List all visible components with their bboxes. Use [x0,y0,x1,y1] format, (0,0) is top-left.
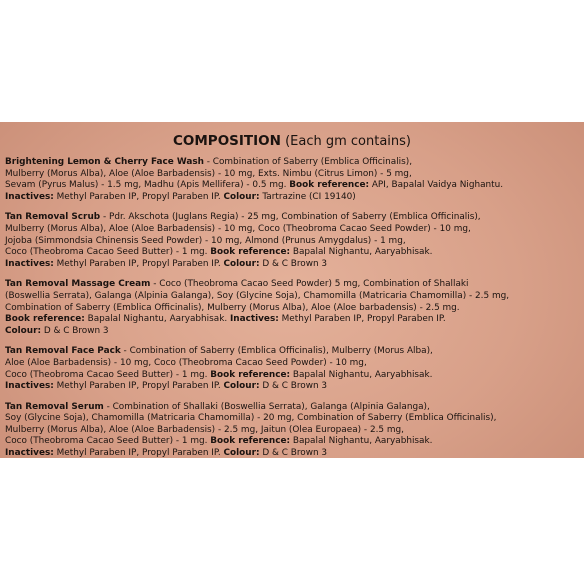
entry-line [5,314,581,326]
entry-text: Bapalal Nighantu, Aaryabhisak. [290,436,433,447]
entry-text: Bapalal Nighantu, Aaryabhisak. [290,369,433,380]
entry-text: D & C Brown 3 [259,381,328,392]
entry-text: Aloe (Aloe Barbadensis) - 10 mg, Coco (Theobroma Cacao Seed Powder) - 10 mg, [5,357,367,368]
bold-label: Inactives: [229,314,279,325]
entry-line [5,169,581,181]
entry-text: - Combination of Saberry (Emblica Officinalis), Mulberry (Morus Alba), [120,346,433,357]
heading-note: (Each gm contains) [285,134,411,149]
bold-label: Colour: [5,325,41,336]
entry-line [5,180,581,192]
entry-line [5,259,581,271]
entry-text: D & C Brown 3 [41,325,109,336]
composition-entry [5,157,581,203]
heading-title: COMPOSITION [172,133,281,149]
entry-line [5,326,581,338]
entry-text: Mulberry (Morus Alba), Aloe (Aloe Barbadensis) - 10 mg, Coco (Theobroma Cacao Seed Powder) - 10 mg, [5,223,471,234]
entry-text: Bapalal Nighantu, Aaryabhisak. [84,314,230,325]
entry-line [5,413,581,425]
entry-text: Methyl Paraben IP, Propyl Paraben IP. [53,191,224,202]
composition-entry [5,279,581,337]
entry-line [5,370,581,382]
entry-line [5,381,581,393]
entry-text: - Combination of Shallaki (Boswellia Serrata), Galanga (Alpinia Galanga), [103,401,430,412]
entry-text: Methyl Paraben IP, Propyl Paraben IP. [53,258,224,269]
entry-text: Coco (Theobroma Cacao Seed Butter) - 1 mg. [5,247,211,258]
entry-line [5,402,581,414]
entry-text: D & C Brown 3 [259,448,328,459]
bold-label: Tan Removal Massage Cream [5,279,151,290]
entry-text: Jojoba (Simmondsia Chinensis Seed Powder) - 10 mg, Almond (Prunus Amygdalus) - 1 mg, [5,235,406,246]
composition-heading [0,133,584,150]
composition-entry [5,212,581,270]
entry-text: Methyl Paraben IP, Propyl Paraben IP. [53,448,224,459]
entry-text: Coco (Theobroma Cacao Seed Butter) - 1 mg. [5,369,211,380]
entry-line [5,358,581,370]
bold-label: Book reference: [210,369,291,380]
entry-text: Methyl Paraben IP, Propyl Paraben IP. [278,314,446,325]
bold-label: Tan Removal Face Pack [5,346,121,357]
entry-line [5,224,581,236]
bold-label: Book reference: [210,247,291,258]
entry-line [5,425,581,437]
entry-line [5,192,581,204]
entry-text: - Combination of Saberry (Emblica Officinalis), [203,157,413,167]
bold-label: Colour: [223,191,260,202]
entry-text: Mulberry (Morus Alba), Aloe (Aloe Barbadensis) - 2.5 mg, Jaitun (Olea Europaea) - 2.5 mg, [5,424,404,435]
bold-label: Book reference: [5,314,85,325]
entry-line [5,157,581,169]
bold-label: Inactives: [5,381,54,392]
entry-text: Soy (Glycine Soja), Chamomilla (Matricaria Chamomilla) - 20 mg, Combination of Saberry (Emblica Officinalis), [5,413,497,424]
bold-label: Tan Removal Scrub [5,212,101,223]
composition-list [5,157,581,469]
composition-entry [5,346,581,392]
entry-line [5,291,581,303]
bold-label: Brightening Lemon & Cherry Face Wash [5,157,204,167]
bold-label: Inactives: [5,448,54,459]
entry-line [5,236,581,248]
bold-label: Book reference: [210,436,291,447]
bold-label: Inactives: [5,258,54,269]
entry-line [5,346,581,358]
entry-line [5,448,581,460]
entry-line [5,212,581,224]
entry-text: (Boswellia Serrata), Galanga (Alpinia Galanga), Soy (Glycine Soja), Chamomilla (Matricaria Chamomilla) - 2.5 mg, [5,290,510,301]
entry-text: API, Bapalal Vaidya Nighantu. [369,180,504,191]
entry-line [5,279,581,291]
entry-text: Bapalal Nighantu, Aaryabhisak. [290,247,433,258]
bold-label: Colour: [223,448,260,459]
entry-text: - Pdr. Akschota (Juglans Regia) - 25 mg, Combination of Saberry (Emblica Officinalis), [100,212,481,223]
entry-text: - Coco (Theobroma Cacao Seed Powder) 5 mg, Combination of Shallaki [150,279,469,290]
bold-label: Colour: [223,258,260,269]
bold-label: Tan Removal Serum [5,401,104,412]
bold-label: Inactives: [5,191,54,202]
bold-label: Book reference: [289,180,370,191]
composition-entry [5,402,581,460]
bold-label: Colour: [223,381,260,392]
entry-line [5,247,581,259]
entry-text: Methyl Paraben IP, Propyl Paraben IP. [53,381,224,392]
entry-text: D & C Brown 3 [259,258,328,269]
entry-text: Tartrazine (CI 19140) [259,191,356,202]
entry-text: Sevam (Pyrus Malus) - 1.5 mg, Madhu (Apis Mellifera) - 0.5 mg. [5,180,290,191]
entry-text: Mulberry (Morus Alba), Aloe (Aloe Barbadensis) - 10 mg, Exts. Nimbu (Citrus Limon) - 5 mg, [5,168,412,179]
entry-text: Coco (Theobroma Cacao Seed Butter) - 1 mg. [5,436,211,447]
entry-line [5,436,581,448]
entry-text: Combination of Saberry (Emblica Officinalis), Mulberry (Morus Alba), Aloe (Aloe barbadensis) - 2.5 mg. [5,302,460,313]
entry-line [5,303,581,315]
